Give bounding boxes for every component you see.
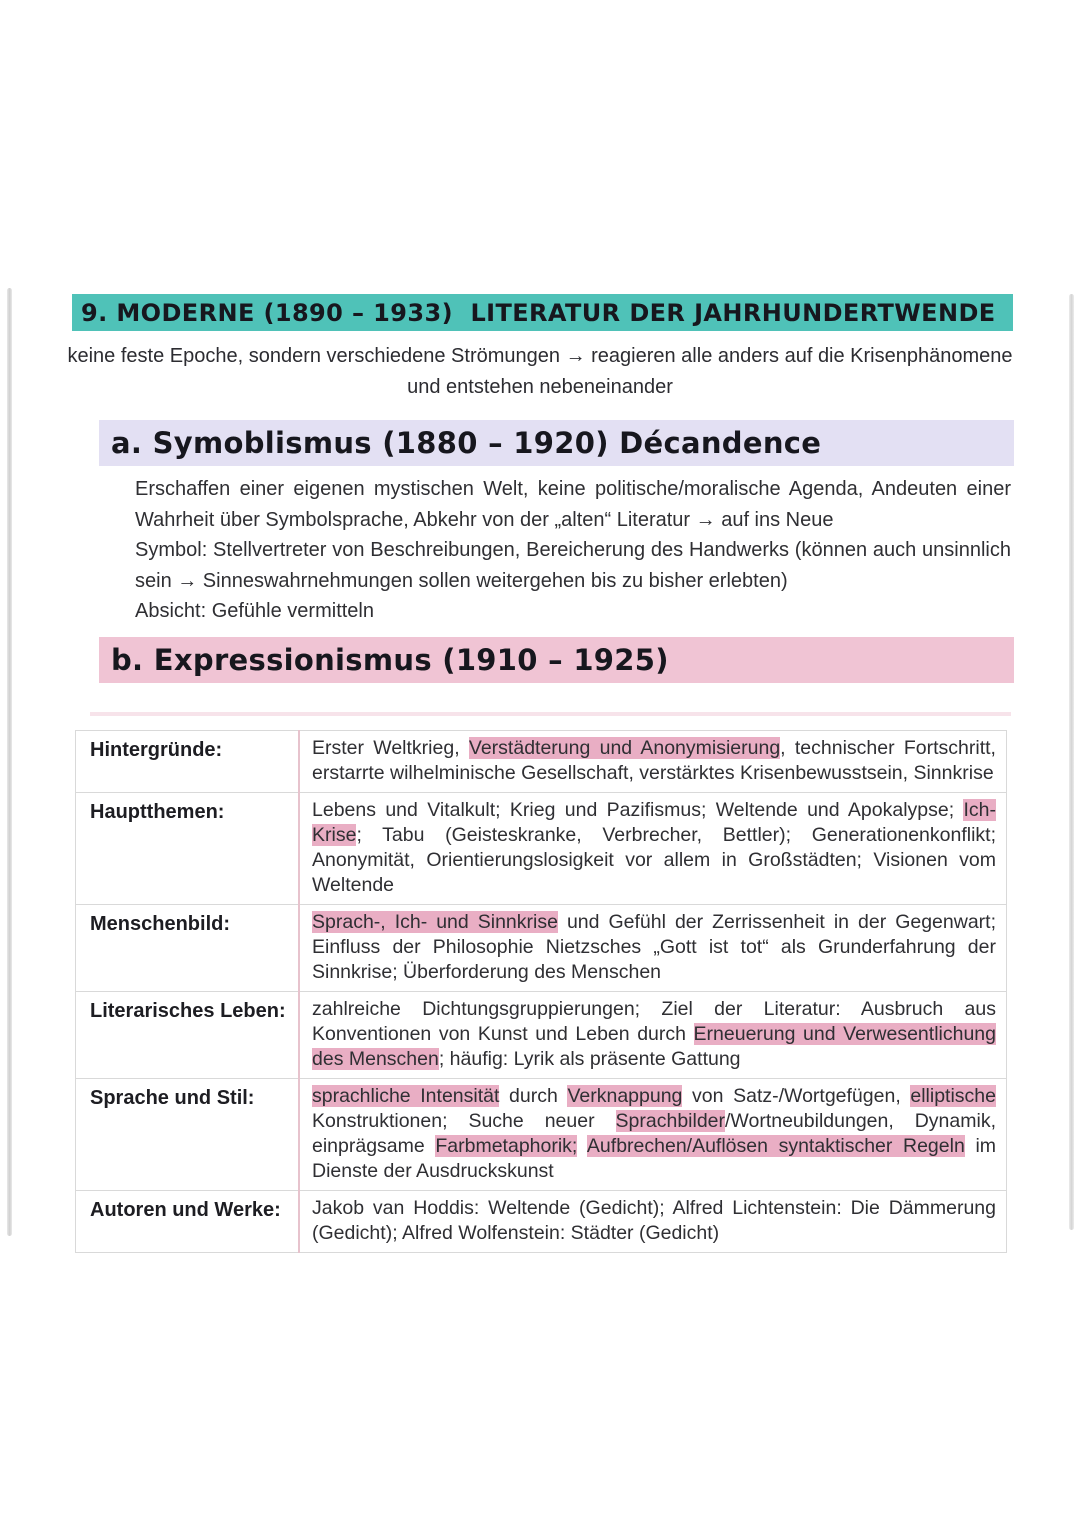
intro-line-2: und entstehen nebeneinander <box>407 376 673 398</box>
table-row <box>76 1079 1007 1191</box>
plain-text: Erster Weltkrieg, <box>312 737 469 759</box>
plain-text: von Satz-/Wortgefügen, <box>682 1085 911 1107</box>
plain-text: Lebens und Vitalkult; Krieg und Pazifismus; Weltende und Apokalypse; <box>312 799 964 821</box>
plain-text: /Wortneubildungen, Dynamik, einprägsame <box>312 1110 996 1157</box>
row-label: Autoren und Werke: <box>76 1191 300 1253</box>
row-content <box>299 1079 1007 1191</box>
intro-text <box>0 341 1080 403</box>
table-top-accent-strip <box>90 712 1011 716</box>
highlighted-text: Erneuerung und Verwesentlichung des Menschen <box>312 1023 996 1070</box>
plain-text <box>577 1135 587 1157</box>
highlighted-text: Farbmetaphorik; <box>435 1135 578 1157</box>
plain-text: zahlreiche Dichtungsgruppierungen; Ziel der Literatur: Ausbruch aus Konventionen von Kunst und Leben durch <box>312 998 996 1045</box>
highlighted-text: elliptische <box>910 1085 997 1107</box>
highlighted-text: Verstädterung und Anonymisierung <box>468 737 781 759</box>
plain-text: ; häufig: Lyrik als präsente Gattung <box>438 1048 741 1070</box>
section-a-heading: a. Symoblismus (1880 – 1920) Décandence <box>99 420 1014 466</box>
highlighted-text: Sprach-, Ich- und Sinnkrise <box>312 911 558 933</box>
plain-text: ; Tabu (Geisteskranke, Verbrecher, Bettler); Generationenkonflikt; Anonymität, Orientierungslosigkeit vor allem in Großstädten; Visionen vom Weltende <box>312 824 996 896</box>
highlighted-text: Ich-Krise <box>312 799 996 846</box>
expressionismus-table <box>75 730 1007 1253</box>
row-label: Hintergründe: <box>76 731 300 793</box>
main-title: 9. MODERNE (1890 – 1933) LITERATUR DER JAHRHUNDERTWENDE <box>72 294 1013 331</box>
row-label: Menschenbild: <box>76 905 300 992</box>
table-row <box>76 992 1007 1079</box>
plain-text: und Gefühl der Zerrissenheit in der Gegenwart; Einfluss der Philosophie Nietzsches „Gott ist tot“ als Grunderfahrung der Sinnkrise; Überforderung des Menschen <box>312 911 996 983</box>
plain-text: , technischer Fortschritt, erstarrte wilhelminische Gesellschaft, verstärktes Krisenbewusstsein, Sinnkrise <box>312 737 996 784</box>
table-row <box>76 1191 1007 1253</box>
row-label: Sprache und Stil: <box>76 1079 300 1191</box>
highlighted-text: Verknappung <box>567 1085 683 1107</box>
section-b-heading: b. Expressionismus (1910 – 1925) <box>99 637 1014 683</box>
highlighted-text: Sprachbilder <box>615 1110 726 1132</box>
plain-text: Konstruktionen; Suche neuer <box>312 1110 616 1132</box>
row-label: Literarisches Leben: <box>76 992 300 1079</box>
plain-text: Jakob van Hoddis: Weltende (Gedicht); Alfred Lichtenstein: Die Dämmerung (Gedicht); Alfred Wolfenstein: Städter (Gedicht) <box>312 1197 996 1244</box>
table-row <box>76 793 1007 905</box>
row-content <box>299 793 1007 905</box>
highlighted-text: sprachliche Intensität <box>312 1085 500 1107</box>
row-content <box>299 1191 1007 1253</box>
paragraph: Absicht: Gefühle vermitteln <box>135 600 374 622</box>
row-content <box>299 992 1007 1079</box>
plain-text: im Dienste der Ausdruckskunst <box>312 1135 997 1182</box>
row-label: Hauptthemen: <box>76 793 300 905</box>
intro-line-1: keine feste Epoche, sondern verschiedene Strömungen → reagieren alle anders auf die Krisenphänomene <box>67 345 1013 367</box>
row-content <box>299 731 1007 793</box>
paragraph: Erschaffen einer eigenen mystischen Welt, keine politische/moralische Agenda, Andeuten einer Wahrheit über Symbolsprache, Abkehr von der „alten“ Literatur → auf ins Neue <box>135 478 1011 531</box>
section-a-paragraphs <box>135 474 1011 627</box>
paragraph: Symbol: Stellvertreter von Beschreibungen, Bereicherung des Handwerks (können auch unsinnlich sein → Sinneswahrnehmungen sollen weitergehen bis zu bisher erlebten) <box>135 539 1011 592</box>
page-left-edge <box>7 288 12 1236</box>
row-content <box>299 905 1007 992</box>
highlighted-text: Aufbrechen/Auflösen syntaktischer Regeln <box>586 1135 965 1157</box>
page-right-edge <box>1069 294 1074 1230</box>
plain-text: durch <box>499 1085 568 1107</box>
table-row <box>76 731 1007 793</box>
table-row <box>76 905 1007 992</box>
